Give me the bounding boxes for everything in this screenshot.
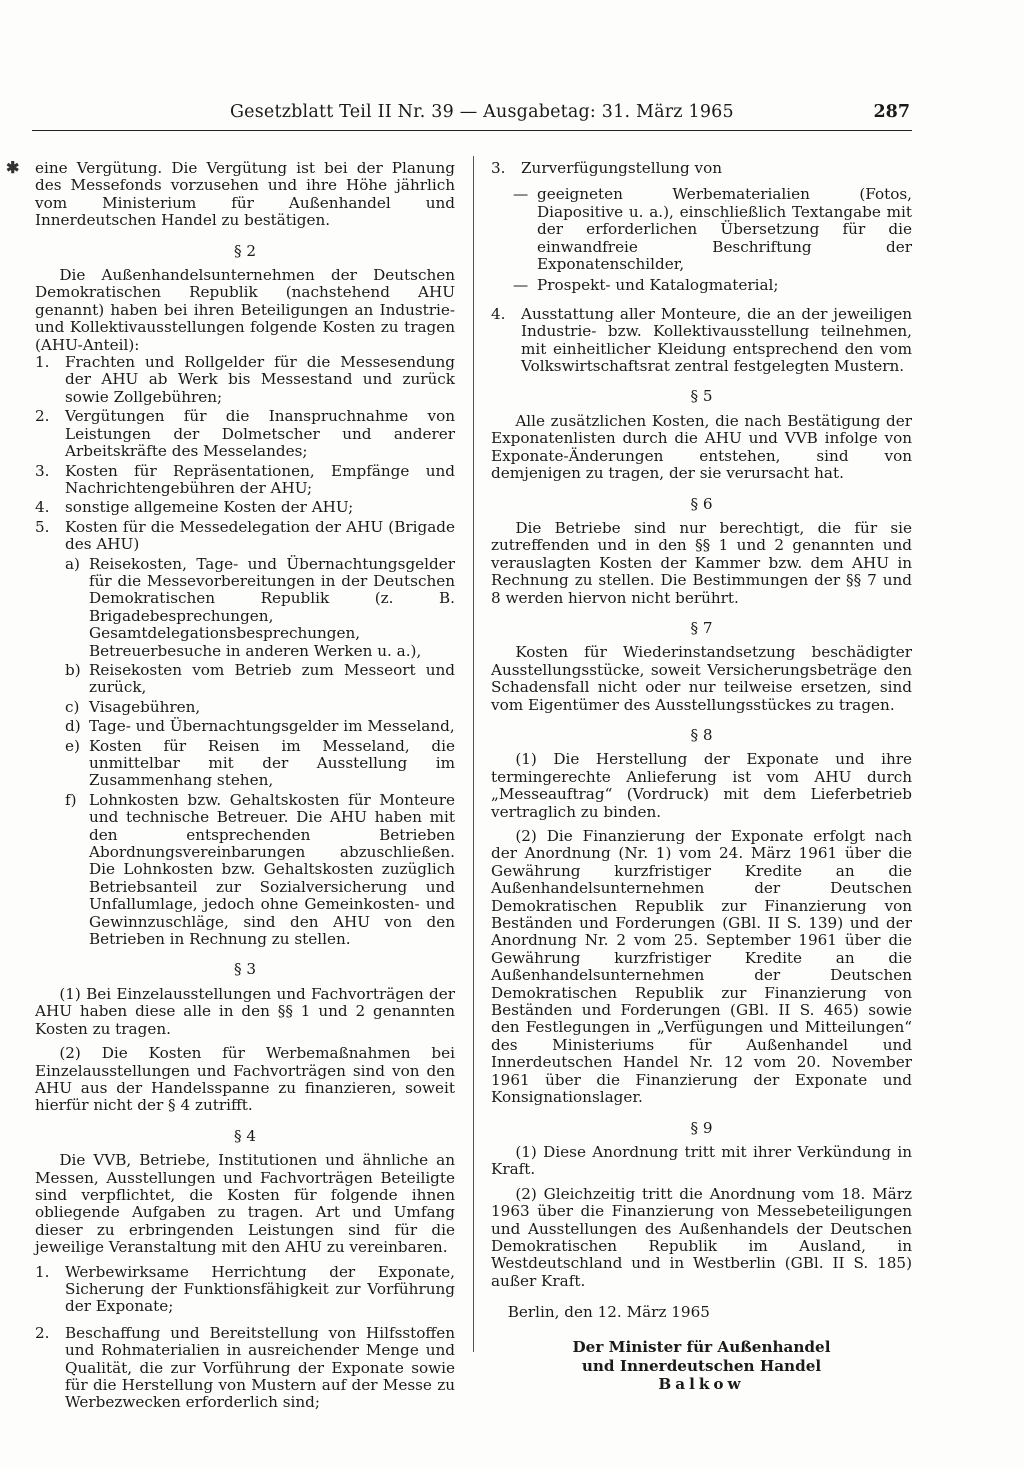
list-item (491, 306, 912, 376)
list-item (35, 1325, 455, 1412)
list-item (35, 408, 455, 460)
list-text: Kosten für die Messedelegation der AHU (Brigade des AHU) (65, 517, 455, 554)
signature-title-line-2: und Innerdeutschen Handel (581, 1356, 822, 1375)
sub-list-item (65, 699, 455, 716)
section-heading-3: § 3 (233, 960, 257, 979)
list-text: Kosten für Repräsentationen, Empfänge und Nachrichtengebühren der AHU; (65, 461, 455, 497)
list-item (35, 499, 455, 516)
sub-list-item (65, 738, 455, 790)
sub-list-letter: f) (65, 790, 77, 809)
sub-list-letter: c) (65, 697, 80, 716)
section-heading-9: § 9 (690, 1118, 713, 1137)
list-item (491, 160, 912, 177)
section-heading-6: § 6 (690, 494, 713, 513)
list-item (35, 463, 455, 498)
list-item (35, 354, 455, 406)
list-number: 1. (35, 353, 50, 372)
header-title: Gesetzblatt Teil II Nr. 39 — Ausgabetag: 31. März 1965 (230, 102, 734, 122)
sub-list-text: Reisekosten, Tage- und Übernachtungsgelder für die Messevorbereitungen in der Deutschen Demokratischen Republik (z. B. Brigadebesprechungen, Gesamtdelegationsbesprechungen, Betreuerbesuche in anderen Werken u. a.), (89, 554, 455, 660)
dash-icon: — (513, 276, 529, 295)
signature-title-line-1: Der Minister für Außenhandel (572, 1337, 831, 1356)
page-header (32, 100, 912, 131)
left-column (35, 160, 455, 1414)
sub-list-item (65, 792, 455, 949)
list-text: Vergütungen für die Inanspruchnahme von Leistungen der Dolmetscher und anderer Arbeitskräfte des Messelandes; (65, 407, 455, 461)
sub-list-item (65, 662, 455, 697)
list-text: Zurverfügungstellung von (521, 159, 723, 177)
sub-list-letter: e) (65, 736, 80, 755)
list-number: 2. (35, 1323, 50, 1342)
sub-list-text: Tage- und Übernachtungsgelder im Messeland, (89, 717, 455, 736)
section-9-paragraph-2: (2) Gleichzeitig tritt die Anordnung vom 18. März 1963 über die Finanzierung von Messebeteiligungen und Ausstellungen des Außenhandels der Deutschen Demokratischen Republik im Ausland, in Westdeutschland und in Westberlin (GBl. II S. 185) außer Kraft. (491, 1184, 912, 1290)
dash-list-item (513, 277, 912, 294)
sub-list-letter: d) (65, 717, 81, 736)
right-column (491, 160, 912, 1393)
section-7-text: Kosten für Wiederinstandsetzung beschädigter Ausstellungsstücke, soweit Versicherungsbeträge den Schadensfall nicht oder nur teilweise ersetzen, sind vom Eigentümer des Ausstellungsstückes zu tragen. (491, 643, 912, 714)
list-number: 2. (35, 407, 50, 426)
sub-list-text: Kosten für Reisen im Messeland, die unmittelbar mit der Ausstellung im Zusammenhang stehen, (89, 736, 455, 790)
section-4-text: Die VVB, Betriebe, Institutionen und ähnliche an Messen, Ausstellungen und Fachvorträgen Beteiligte sind verpflichtet, die Kosten für folgende ihnen obliegende Aufgaben zu tragen. Art und Umfang dieser zu erbringenden Leistungen sind für die jeweilige Veranstaltung mit den AHU zu vereinbaren. (35, 1151, 455, 1257)
section-3-paragraph-1: (1) Bei Einzelausstellungen und Fachvorträgen der AHU haben diese alle in den §§ 1 und 2 genannten Kosten zu tragen. (35, 984, 455, 1038)
list-number: 4. (35, 498, 50, 517)
list-text: Ausstattung aller Monteure, die an der jeweiligen Industrie- bzw. Kollektivausstellung teilnehmen, mit einheitlicher Kleidung entsprechend den vom Volkswirtschaftsrat zentral festgelegten Mustern. (521, 304, 912, 376)
intro-paragraph: eine Vergütung. Die Vergütung ist bei der Planung des Messefonds vorzusehen und ihre Höhe jährlich vom Ministerium für Außenhandel und Innerdeutschen Handel zu bestätigen. (35, 159, 455, 230)
margin-mark-icon: ✱ (6, 158, 20, 177)
dash-icon: — (513, 185, 529, 204)
list-text: sonstige allgemeine Kosten der AHU; (65, 498, 354, 517)
dash-list-item (513, 186, 912, 273)
section-heading-5: § 5 (690, 387, 713, 406)
list-number: 5. (35, 517, 50, 536)
list-text: Beschaffung und Bereitstellung von Hilfsstoffen und Rohmaterialien in ausreichender Menge und Qualität, die zur Vorführung der Exponate sowie für die Herstellung von Mustern auf der Messe zu Werbezwecken erforderlich sind; (65, 1323, 455, 1412)
signature-name: Balkow (658, 1374, 745, 1393)
section-8-paragraph-2: (2) Die Finanzierung der Exponate erfolgt nach der Anordnung (Nr. 1) vom 24. März 1961 über die Gewährung kurzfristiger Kredite an die Außenhandelsunternehmen der Deutschen Demokratischen Republik zur Finanzierung von Beständen und Forderungen (GBl. II S. 139) und der Anordnung Nr. 2 vom 25. September 1961 über die Gewährung kurzfristiger Kredite an die Außenhandelsunternehmen der Deutschen Demokratischen Republik zur Finanzierung von Beständen und Forderungen (GBl. II S. 465) sowie den Festlegungen in „Verfügungen und Mitteilungen“ des Ministeriums für Außenhandel und Innerdeutschen Handel Nr. 12 vom 20. November 1961 über die Finanzierung der Exponate und Konsignationslager. (491, 827, 912, 1107)
section-heading-4: § 4 (233, 1126, 257, 1145)
sub-list-letter: b) (65, 660, 81, 679)
section-heading-2: § 2 (233, 241, 257, 260)
sub-list-letter: a) (65, 554, 80, 573)
section-2-text: Die Außenhandelsunternehmen der Deutschen Demokratischen Republik (nachstehend AHU genannt) haben bei ihren Beteiligungen an Industrie- und Kollektivausstellungen folgende Kosten zu tragen (AHU-Anteil): (35, 266, 455, 354)
list-number: 3. (491, 159, 506, 177)
list-number: 3. (35, 461, 50, 480)
list-number: 1. (35, 1262, 50, 1281)
section-heading-8: § 8 (690, 725, 713, 744)
sub-list-text: Visagebühren, (89, 697, 201, 716)
list-text: Frachten und Rollgelder für die Messesendung der AHU ab Werk bis Messestand und zurück sowie Zollgebühren; (65, 353, 455, 406)
dash-list-text: geeigneten Werbematerialien (Fotos, Diapositive u. a.), einschließlich Textangabe mit der erforderlichen Übersetzung für die einwandfreie Beschriftung der Exponatenschilder, (537, 185, 912, 274)
list-item (35, 1264, 455, 1316)
sub-list-text: Reisekosten vom Betrieb zum Messeort und zurück, (89, 660, 455, 697)
signature-place-date: Berlin, den 12. März 1965 (507, 1303, 710, 1322)
list-number: 4. (491, 304, 506, 323)
dash-list-text: Prospekt- und Katalogmaterial; (537, 276, 779, 295)
page-number: 287 (873, 102, 910, 122)
section-5-text: Alle zusätzlichen Kosten, die nach Bestätigung der Exponatenlisten durch die AHU und VVB infolge von Exponate-Änderungen entstehen, sind von demjenigen zu tragen, der sie verursacht hat. (491, 411, 912, 483)
sub-list-item (65, 556, 455, 660)
column-divider (473, 156, 474, 1352)
list-text: Werbewirksame Herrichtung der Exponate, Sicherung der Funktionsfähigkeit zur Vorführung der Exponate; (65, 1262, 455, 1316)
sub-list-item (65, 718, 455, 735)
sub-list-text: Lohnkosten bzw. Gehaltskosten für Monteure und technische Betreuer. Die AHU haben mit den entsprechenden Betrieben Abordnungsvereinbarungen abzuschließen. Die Lohnkosten bzw. Gehaltskosten zuzüglich Betriebsanteil zur Sozialversicherung und Unfallumlage, jedoch ohne Gemeinkosten- und Gewinnzuschläge, sind den AHU von den Betrieben in Rechnung zu stellen. (89, 790, 455, 949)
list-item (35, 519, 455, 554)
section-8-paragraph-1: (1) Die Herstellung der Exponate und ihre termingerechte Anlieferung ist vom AHU durch „Messeauftrag“ (Vordruck) mit dem Lieferbetrieb vertraglich zu binden. (491, 750, 912, 821)
section-6-text: Die Betriebe sind nur berechtigt, die für sie zutreffenden und in den §§ 1 und 2 genannten und verauslagten Kosten der Kammer bzw. dem AHU in Rechnung zu stellen. Die Bestimmungen der §§ 7 und 8 werden hiervon nicht berührt. (491, 518, 912, 607)
section-3-paragraph-2: (2) Die Kosten für Werbemaßnahmen bei Einzelausstellungen und Fachvorträgen sind von den AHU aus der Handelsspanne zu finanzieren, soweit hierfür nicht der § 4 zutrifft. (35, 1044, 455, 1115)
section-9-paragraph-1: (1) Diese Anordnung tritt mit ihrer Verkündung in Kraft. (491, 1142, 912, 1179)
section-heading-7: § 7 (690, 618, 713, 637)
